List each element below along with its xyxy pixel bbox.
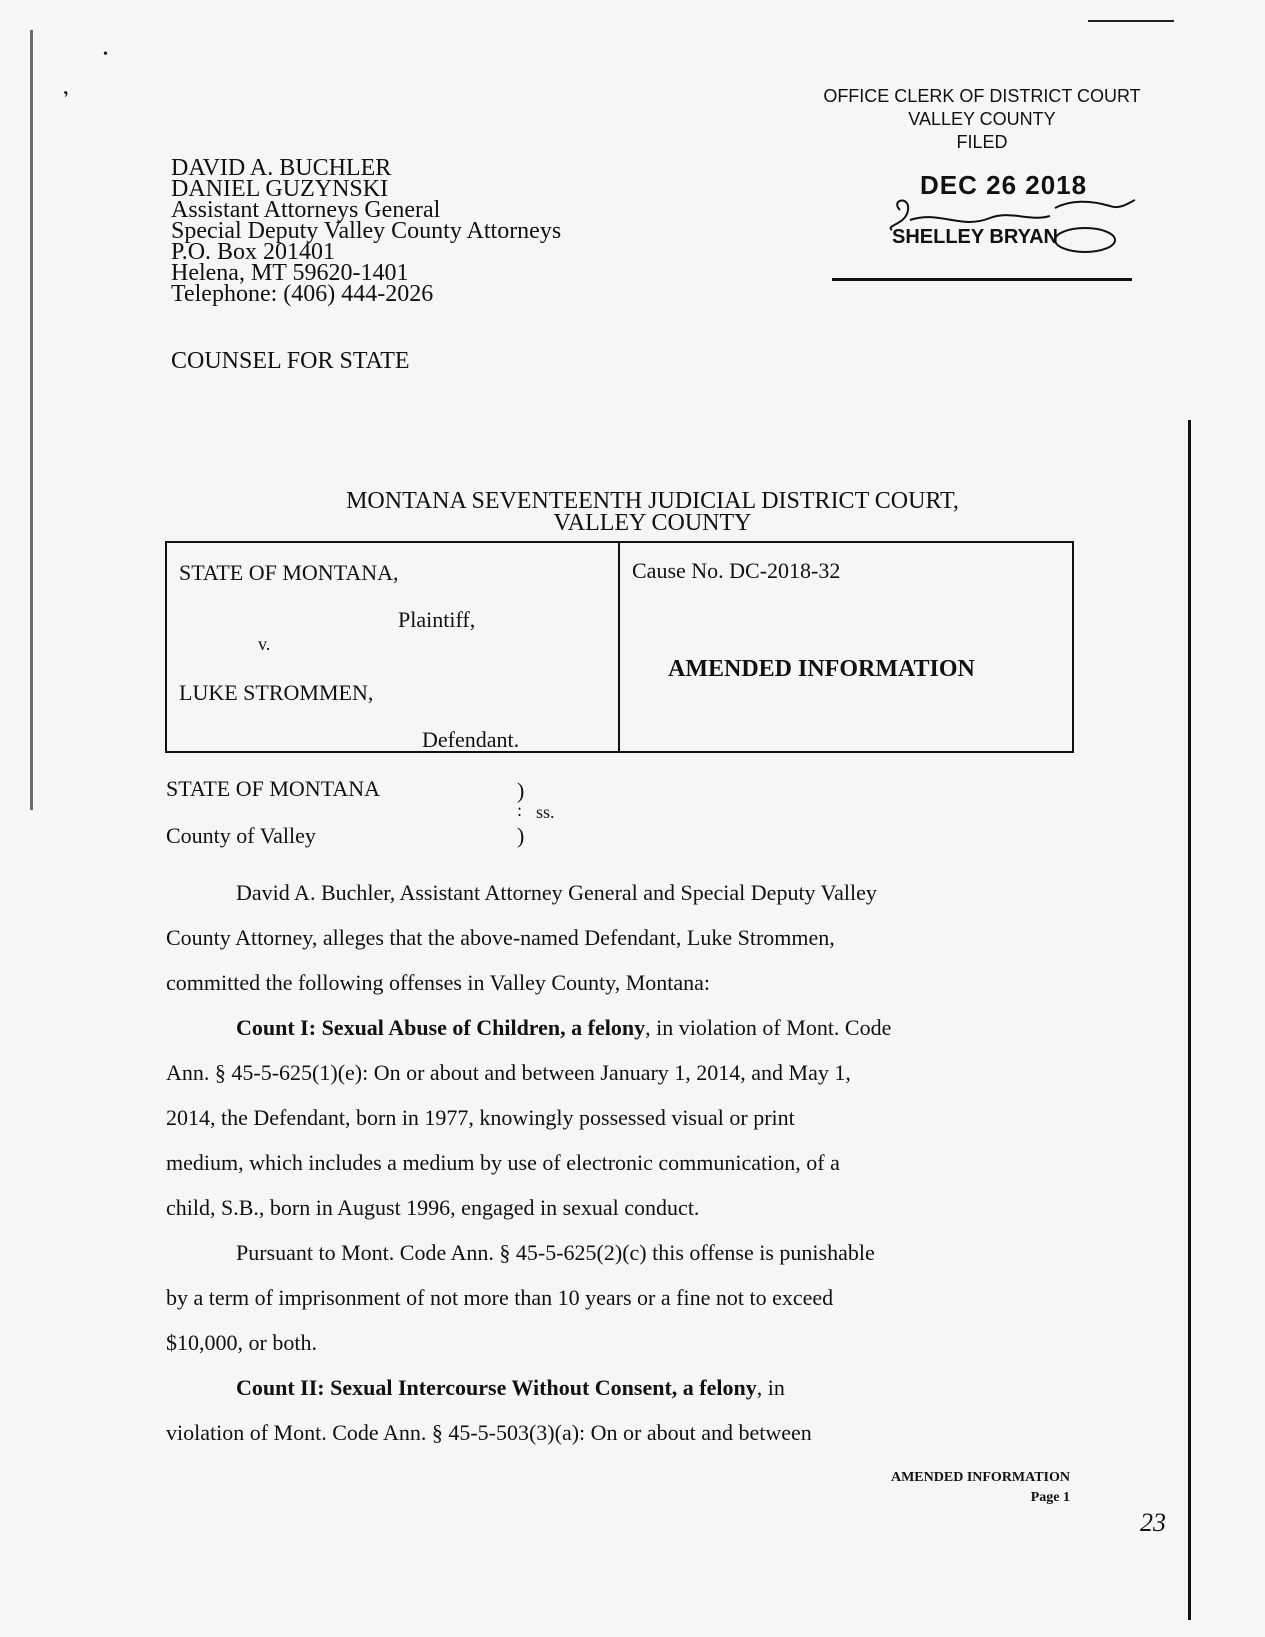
scan-edge-left bbox=[30, 30, 33, 810]
footer-title: AMENDED INFORMATION bbox=[890, 1470, 1070, 1485]
venue-colon: : bbox=[517, 800, 523, 820]
counsel-line: DANIEL GUZYNSKI bbox=[171, 176, 389, 202]
count-1-heading: Count I: Sexual Abuse of Children, a felony bbox=[236, 1015, 646, 1040]
body-line: by a term of imprisonment of not more than 10 years or a fine not to exceed bbox=[166, 1285, 834, 1310]
stamp-clerk-name: SHELLEY BRYAN bbox=[892, 226, 1058, 248]
venue-county: County of Valley bbox=[166, 823, 316, 848]
caption-defendant: LUKE STROMMEN, bbox=[179, 680, 374, 705]
caption-divider bbox=[618, 541, 620, 753]
body-line: violation of Mont. Code Ann. § 45-5-503(3)(a): On or about and between bbox=[166, 1420, 812, 1445]
body-line: David A. Buchler, Assistant Attorney General and Special Deputy Valley bbox=[236, 880, 877, 905]
count-2-heading: Count II: Sexual Intercourse Without Consent, a felony bbox=[236, 1375, 757, 1400]
counsel-line: Assistant Attorneys General bbox=[171, 197, 441, 223]
body-line: medium, which includes a medium by use of electronic communication, of a bbox=[166, 1150, 840, 1175]
top-rule bbox=[1088, 20, 1174, 22]
stamp-rule bbox=[832, 278, 1132, 281]
caption-plaintiff: STATE OF MONTANA, bbox=[179, 560, 399, 585]
scan-edge-right bbox=[1188, 420, 1191, 1620]
body-line: committed the following offenses in Valley County, Montana: bbox=[166, 970, 711, 995]
count-2-first-rest: , in bbox=[756, 1375, 785, 1400]
scan-speck: • bbox=[103, 47, 108, 62]
scan-mark: , bbox=[58, 77, 70, 99]
body-line: 2014, the Defendant, born in 1977, knowingly possessed visual or print bbox=[166, 1105, 795, 1130]
counsel-line: Special Deputy Valley County Attorneys bbox=[171, 218, 562, 244]
body-line: $10,000, or both. bbox=[166, 1330, 317, 1355]
venue-paren-top: ) bbox=[517, 778, 525, 803]
court-name: MONTANA SEVENTEENTH JUDICIAL DISTRICT COURT, bbox=[346, 488, 959, 514]
caption-versus: v. bbox=[258, 634, 271, 654]
handwritten-page-number: 23 bbox=[1140, 1508, 1166, 1537]
stamp-county-line: VALLEY COUNTY bbox=[908, 109, 1056, 129]
counsel-block bbox=[171, 155, 562, 307]
cause-number: Cause No. DC-2018-32 bbox=[632, 558, 841, 583]
court-county: VALLEY COUNTY bbox=[553, 510, 752, 536]
venue-ss: ss. bbox=[536, 802, 555, 822]
body-line: child, S.B., born in August 1996, engaged in sexual conduct. bbox=[166, 1195, 700, 1220]
body-line: Ann. § 45-5-625(1)(e): On or about and between January 1, 2014, and May 1, bbox=[166, 1060, 851, 1085]
venue-state: STATE OF MONTANA bbox=[166, 776, 381, 801]
stamp-office-line: OFFICE CLERK OF DISTRICT COURT bbox=[823, 86, 1141, 106]
document-title: AMENDED INFORMATION bbox=[668, 656, 975, 682]
stamp-filed-line: FILED bbox=[956, 132, 1008, 152]
footer-page: Page 1 bbox=[1030, 1490, 1070, 1505]
caption-plaintiff-role: Plaintiff, bbox=[398, 607, 476, 632]
count-1-first-line bbox=[236, 1015, 891, 1041]
counsel-line: Telephone: (406) 444-2026 bbox=[171, 281, 434, 307]
count-2-first-line bbox=[236, 1375, 785, 1401]
counsel-line: P.O. Box 201401 bbox=[171, 239, 336, 265]
venue-paren-bottom: ) bbox=[517, 823, 525, 848]
count-1-first-rest: , in violation of Mont. Code bbox=[645, 1015, 892, 1040]
counsel-role: COUNSEL FOR STATE bbox=[171, 348, 410, 374]
caption-defendant-role: Defendant. bbox=[422, 727, 520, 752]
body-line: County Attorney, alleges that the above-named Defendant, Luke Strommen, bbox=[166, 925, 835, 950]
body-line: Pursuant to Mont. Code Ann. § 45-5-625(2)(c) this offense is punishable bbox=[236, 1240, 875, 1265]
stamp-date: DEC 26 2018 bbox=[920, 170, 1088, 200]
counsel-line: DAVID A. BUCHLER bbox=[171, 155, 392, 181]
counsel-line: Helena, MT 59620-1401 bbox=[171, 260, 409, 286]
